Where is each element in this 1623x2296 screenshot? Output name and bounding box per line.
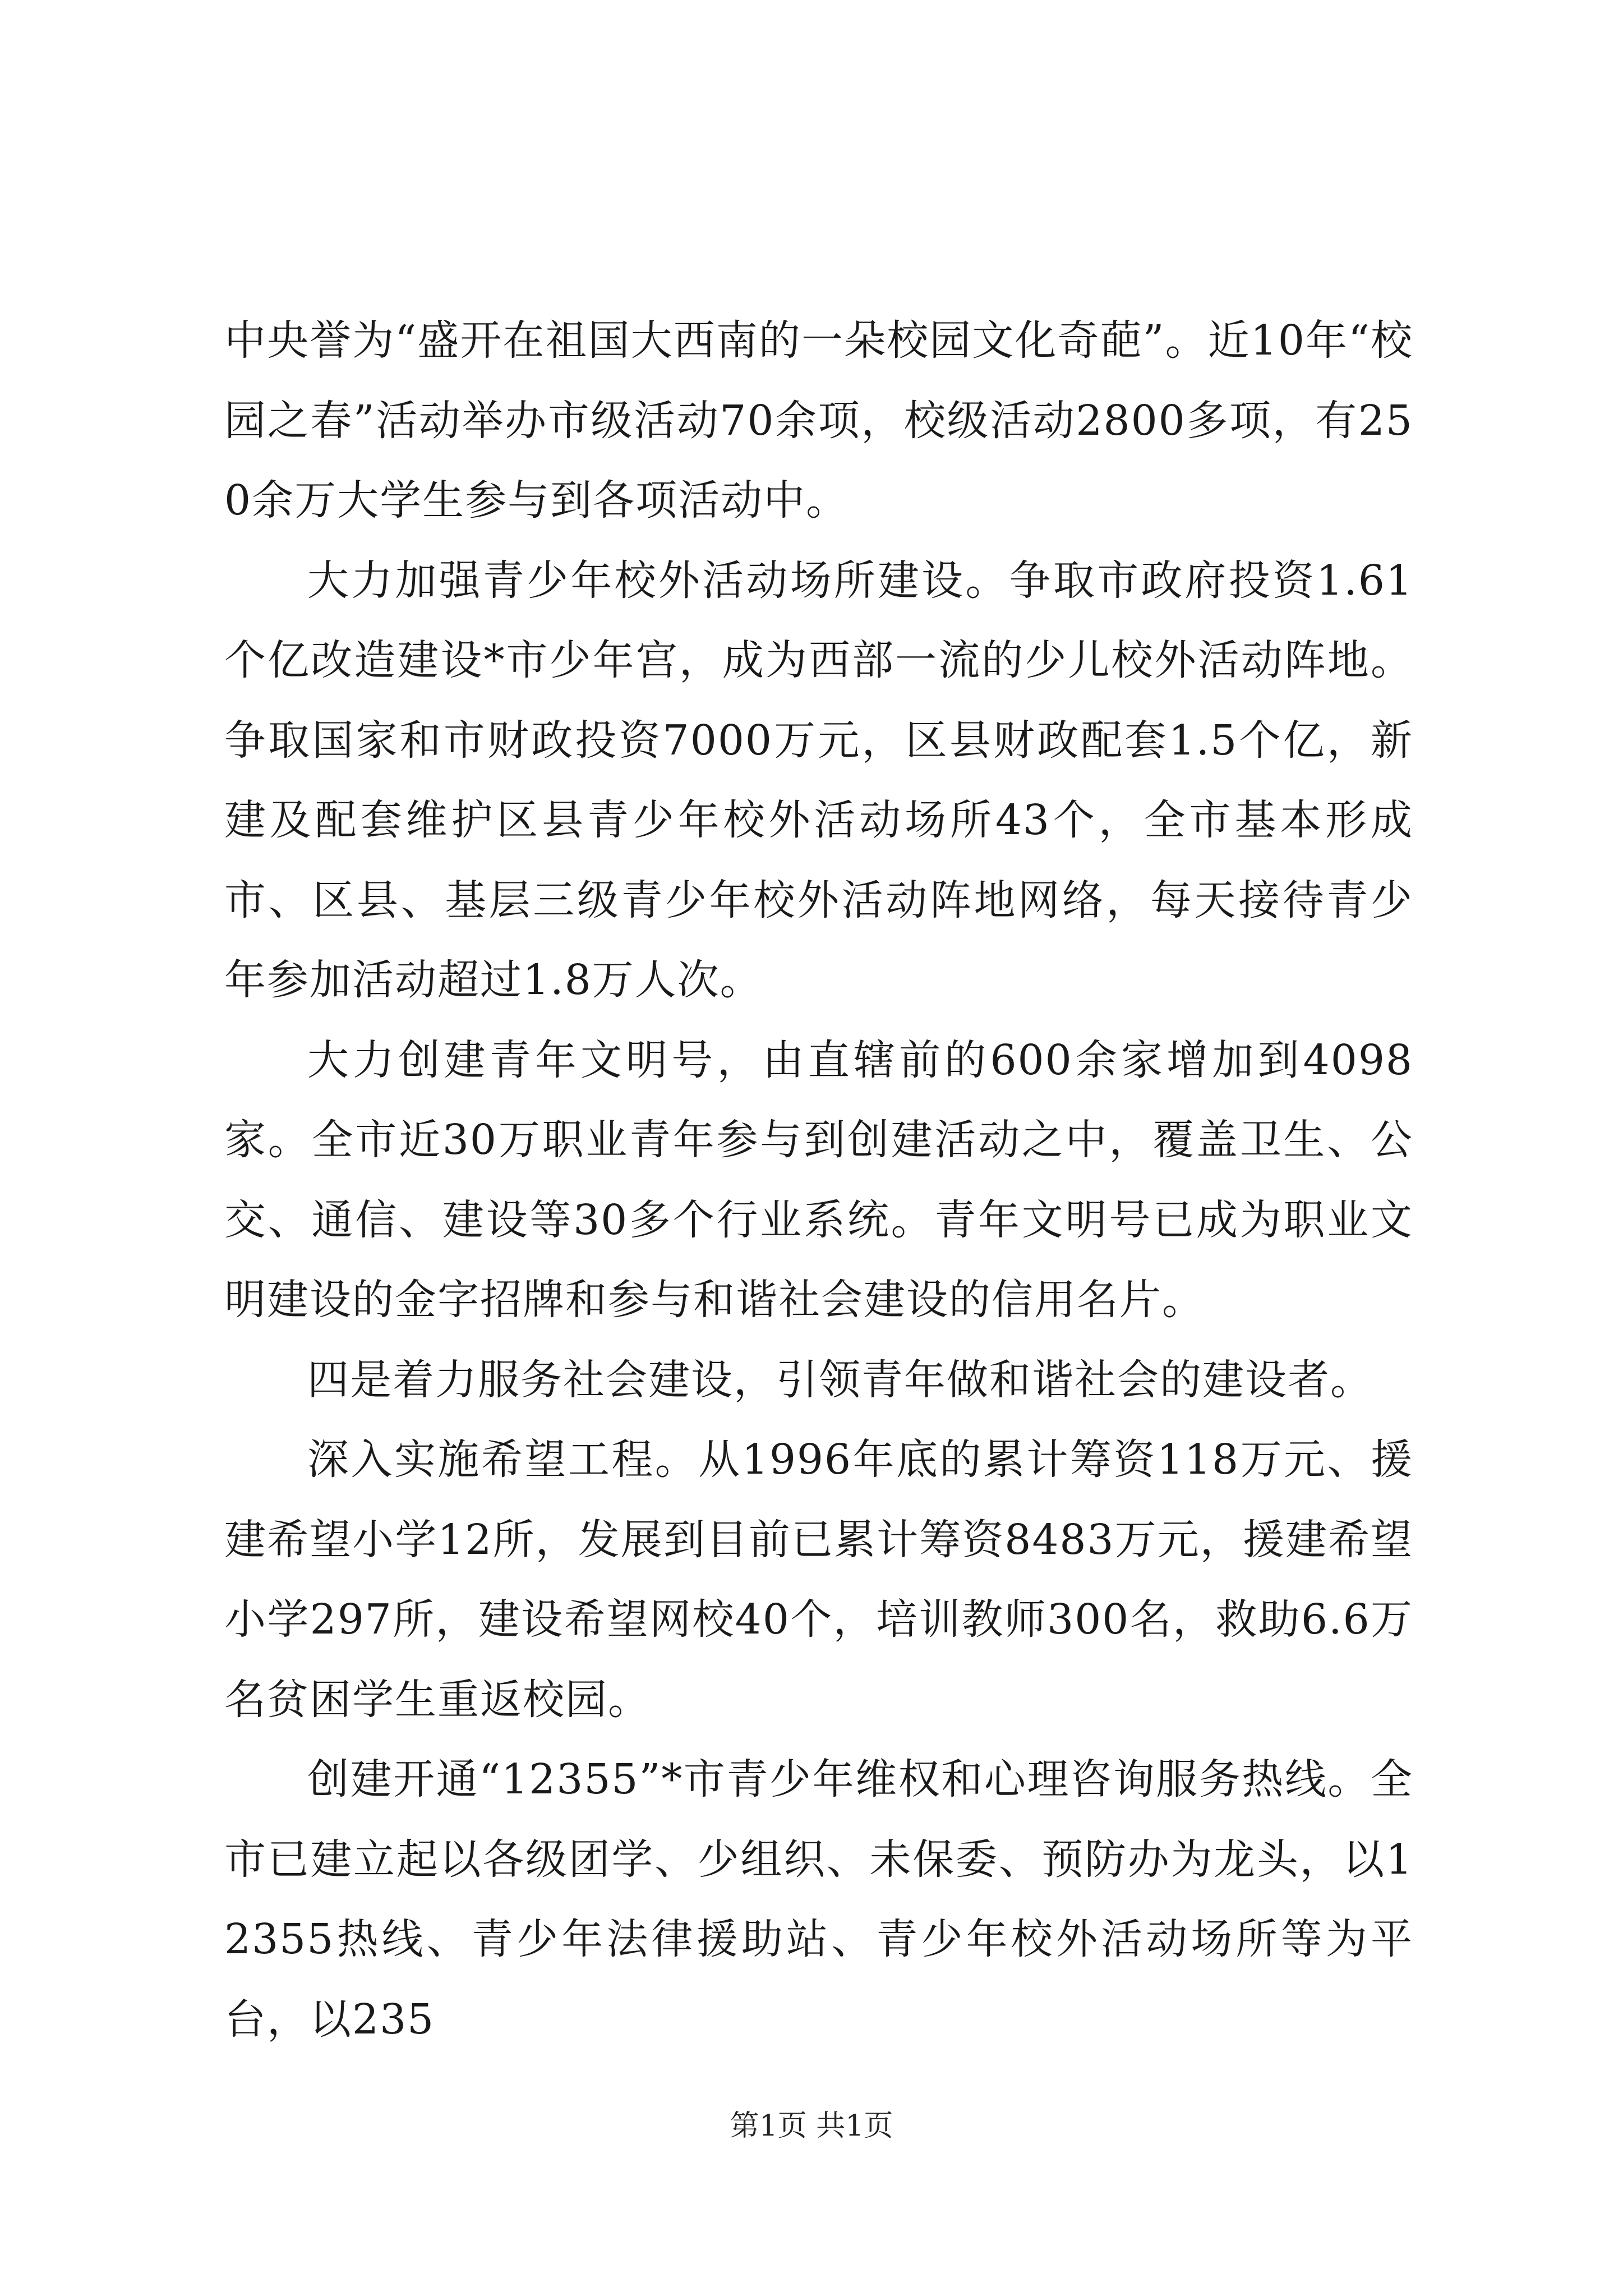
- paragraph-hope-project: 深入实施希望工程。从1996年底的累计筹资118万元、援建希望小学12所，发展到目前已累计筹资8483万元，援建希望小学297所，建设希望网校40个，培训教师300名，救助6.6万名贫困学生重返校园。: [224, 1435, 1413, 1724]
- document-body: [224, 301, 1413, 2059]
- paragraph-youth-civilization: 大力创建青年文明号，由直辖前的600余家增加到4098家。全市近30万职业青年参与到创建活动之中，覆盖卫生、公交、通信、建设等30多个行业系统。青年文明号已成为职业文明建设的金字招牌和参与和谐社会建设的信用名片。: [224, 1036, 1413, 1324]
- paragraph-continuation: 中央誉为“盛开在祖国大西南的一朵校园文化奇葩”。近10年“校园之春”活动举办市级活动70余项，校级活动2800多项，有250余万大学生参与到各项活动中。: [224, 316, 1413, 524]
- paragraph-section-four: 四是着力服务社会建设，引领青年做和谐社会的建设者。: [307, 1355, 1373, 1404]
- paragraph-venues: 大力加强青少年校外活动场所建设。争取市政府投资1.61个亿改造建设*市少年宫，成为西部一流的少儿校外活动阵地。争取国家和市财政投资7000万元，区县财政配套1.5个亿，新建及配套维护区县青少年校外活动场所43个，全市基本形成市、区县、基层三级青少年校外活动阵地网络，每天接待青少年参加活动超过1.8万人次。: [224, 556, 1413, 1004]
- page-number-label: 第1页 共1页: [730, 2109, 893, 2143]
- paragraph-hotline: 创建开通“12355”*市青少年维权和心理咨询服务热线。全市已建立起以各级团学、少组织、未保委、预防办为龙头，以12355热线、青少年法律援助站、青少年校外活动场所等为平台，以235: [224, 1755, 1413, 2044]
- page-footer: [0, 2109, 1623, 2143]
